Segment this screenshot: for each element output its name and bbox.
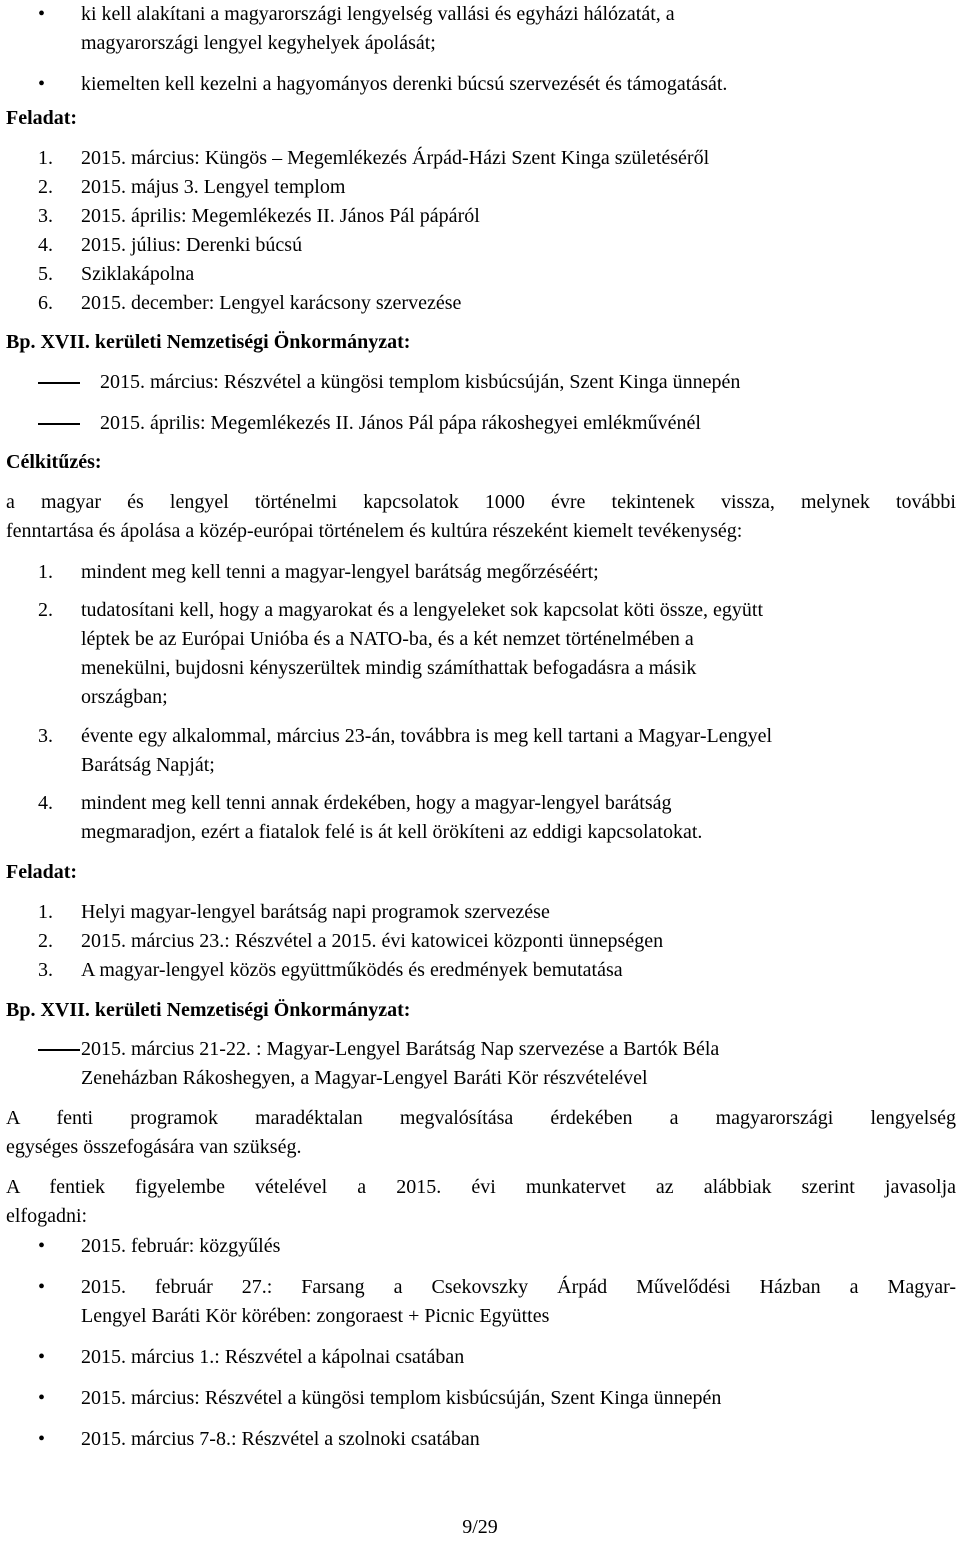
bullet-text: magyarországi lengyel kegyhelyek ápolását; bbox=[81, 32, 436, 54]
list-number: 4. bbox=[38, 792, 53, 814]
list-item: tudatosítani kell, hogy a magyarokat és a lengyeleket sok kapcsolat köti össze, együtt bbox=[81, 599, 764, 621]
list-item: 2015. december: Lengyel karácsony szervezése bbox=[81, 292, 462, 314]
list-number: 6. bbox=[38, 292, 53, 314]
list-item: 2015. július: Derenki búcsú bbox=[81, 234, 303, 256]
list-item: 2015. március 21-22. : Magyar-Lengyel Barátság Nap szervezése a Bartók Béla bbox=[81, 1038, 720, 1060]
list-number: 3. bbox=[38, 205, 53, 227]
section-heading-onkormanyzat: Bp. XVII. kerületi Nemzetiségi Önkormányzat: bbox=[6, 999, 411, 1021]
bullet-icon: • bbox=[38, 1235, 46, 1257]
list-item: Helyi magyar-lengyel barátság napi programok szervezése bbox=[81, 901, 550, 923]
list-item: A magyar-lengyel közös együttműködés és eredmények bemutatása bbox=[81, 959, 623, 981]
section-heading-feladat: Feladat: bbox=[6, 107, 78, 129]
bullet-icon: • bbox=[38, 1387, 46, 1409]
section-heading-onkormanyzat: Bp. XVII. kerületi Nemzetiségi Önkormányzat: bbox=[6, 331, 411, 353]
bullet-text: Lengyel Baráti Kör körében: zongoraest + Picnic Együttes bbox=[81, 1305, 550, 1327]
dash-marker bbox=[38, 423, 80, 425]
list-number: 2. bbox=[38, 176, 53, 198]
paragraph-line: a magyar és lengyel történelmi kapcsolatok 1000 évre tekintenek vissza, melynek további bbox=[6, 491, 956, 513]
bullet-icon: • bbox=[38, 1346, 46, 1368]
bullet-icon: • bbox=[38, 73, 46, 95]
paragraph-line: elfogadni: bbox=[6, 1205, 88, 1227]
dash-marker bbox=[38, 1049, 80, 1051]
paragraph-line: fenntartása és ápolása a közép-európai történelem és kultúra részeként kiemelt tevékenység: bbox=[6, 520, 743, 542]
list-item: mindent meg kell tenni annak érdekében, hogy a magyar-lengyel barátság bbox=[81, 792, 672, 814]
list-number: 5. bbox=[38, 263, 53, 285]
section-heading-feladat: Feladat: bbox=[6, 861, 78, 883]
bullet-icon: • bbox=[38, 1428, 46, 1450]
list-item: országban; bbox=[81, 686, 168, 708]
paragraph-line: egységes összefogására van szükség. bbox=[6, 1136, 302, 1158]
list-number: 4. bbox=[38, 234, 53, 256]
bullet-text: 2015. március 7-8.: Részvétel a szolnoki csatában bbox=[81, 1428, 480, 1450]
list-item: menekülni, bujdosni kényszerültek mindig számíthattak befogadásra a másik bbox=[81, 657, 697, 679]
bullet-text: 2015. február 27.: Farsang a Csekovszky Árpád Művelődési Házban a Magyar- bbox=[81, 1276, 956, 1298]
bullet-text: ki kell alakítani a magyarországi lengyelség vallási és egyházi hálózatát, a bbox=[81, 3, 675, 25]
list-item: 2015. március: Részvétel a küngösi templom kisbúcsúján, Szent Kinga ünnepén bbox=[100, 371, 741, 393]
list-item: léptek be az Európai Unióba és a NATO-ba, és a két nemzet történelmében a bbox=[81, 628, 694, 650]
list-number: 1. bbox=[38, 901, 53, 923]
bullet-icon: • bbox=[38, 3, 46, 25]
bullet-text: 2015. március 1.: Részvétel a kápolnai csatában bbox=[81, 1346, 465, 1368]
list-number: 1. bbox=[38, 561, 53, 583]
list-item: 2015. március 23.: Részvétel a 2015. évi katowicei központi ünnepségen bbox=[81, 930, 664, 952]
list-item: évente egy alkalommal, március 23-án, továbbra is meg kell tartani a Magyar-Lengyel bbox=[81, 725, 773, 747]
list-item: Zeneházban Rákoshegyen, a Magyar-Lengyel Baráti Kör részvételével bbox=[81, 1067, 648, 1089]
list-number: 1. bbox=[38, 147, 53, 169]
bullet-text: kiemelten kell kezelni a hagyományos derenki búcsú szervezését és támogatását. bbox=[81, 73, 728, 95]
section-heading-celkituzes: Célkitűzés: bbox=[6, 451, 102, 473]
list-item: Sziklakápolna bbox=[81, 263, 195, 285]
bullet-icon: • bbox=[38, 1276, 46, 1298]
list-item: 2015. március: Küngös – Megemlékezés Árpád-Házi Szent Kinga születéséről bbox=[81, 147, 710, 169]
list-number: 2. bbox=[38, 599, 53, 621]
list-item: mindent meg kell tenni a magyar-lengyel barátság megőrzéséért; bbox=[81, 561, 599, 583]
list-item: 2015. május 3. Lengyel templom bbox=[81, 176, 346, 198]
list-item: 2015. április: Megemlékezés II. János Pál pápa rákoshegyei emlékművénél bbox=[100, 412, 701, 434]
list-number: 3. bbox=[38, 725, 53, 747]
list-item: 2015. április: Megemlékezés II. János Pál pápáról bbox=[81, 205, 480, 227]
paragraph-line: A fenti programok maradéktalan megvalósítása érdekében a magyarországi lengyelség bbox=[6, 1107, 956, 1129]
list-number: 3. bbox=[38, 959, 53, 981]
bullet-text: 2015. február: közgyűlés bbox=[81, 1235, 281, 1257]
list-item: Barátság Napját; bbox=[81, 754, 215, 776]
bullet-text: 2015. március: Részvétel a küngösi templom kisbúcsúján, Szent Kinga ünnepén bbox=[81, 1387, 722, 1409]
dash-marker bbox=[38, 382, 80, 384]
page-number: 9/29 bbox=[462, 1516, 498, 1538]
list-item: megmaradjon, ezért a fiatalok felé is át kell örökíteni az eddigi kapcsolatokat. bbox=[81, 821, 703, 843]
paragraph-line: A fentiek figyelembe vételével a 2015. évi munkatervet az alábbiak szerint javasolja bbox=[6, 1176, 956, 1198]
list-number: 2. bbox=[38, 930, 53, 952]
